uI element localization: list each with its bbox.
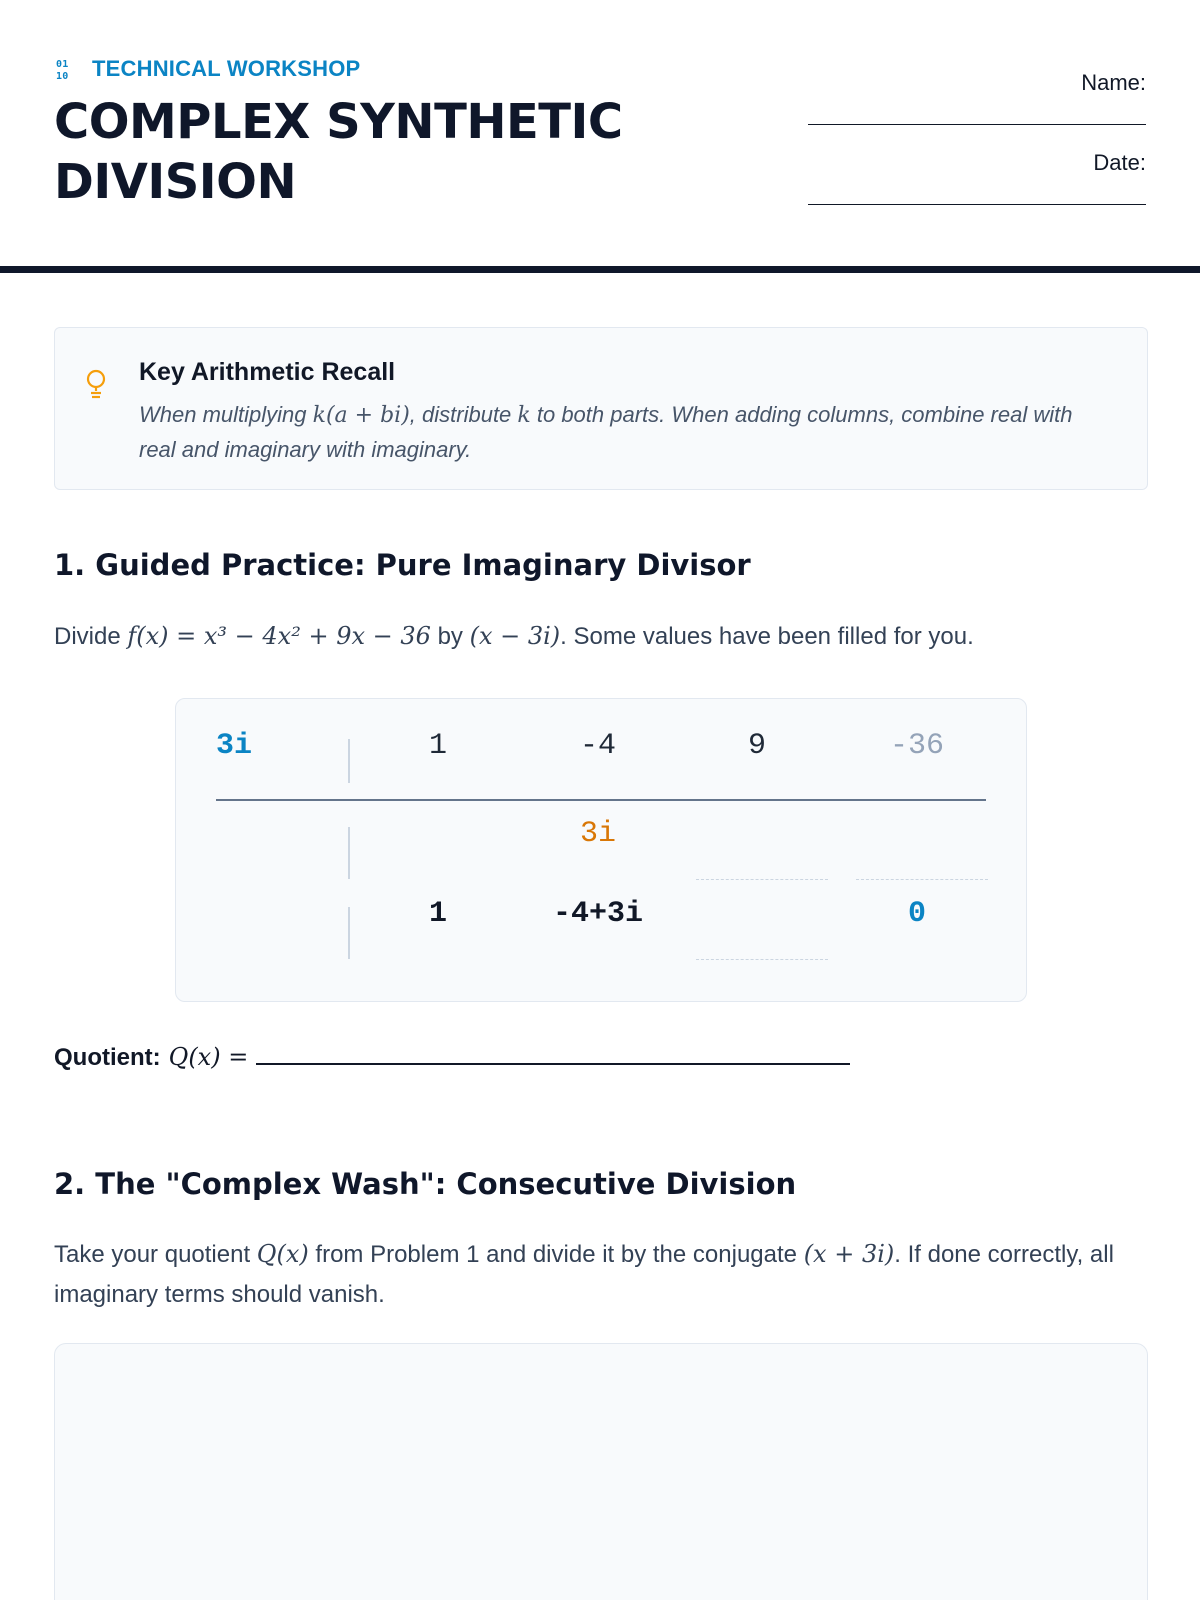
name-field[interactable] bbox=[808, 66, 1146, 146]
synthetic-division-table bbox=[175, 698, 1027, 1002]
svg-text:10: 10 bbox=[56, 71, 69, 82]
sd-product-4-blank[interactable] bbox=[856, 879, 988, 880]
problem-1-heading: 1. Guided Practice: Pure Imaginary Divisor bbox=[54, 548, 751, 582]
p2-text-2: from Problem 1 and divide it by the conjugate bbox=[308, 1241, 804, 1268]
p1-text-3: . Some values have been filled for you. bbox=[560, 623, 974, 650]
sd-coef-4: -36 bbox=[889, 729, 944, 763]
student-fields bbox=[808, 66, 1146, 226]
workshop-label: TECHNICAL WORKSHOP bbox=[92, 56, 361, 81]
p2-math-conjugate: (x + 3i) bbox=[803, 1240, 895, 1268]
quotient-answer-line[interactable] bbox=[256, 1063, 850, 1065]
sd-divider-row2 bbox=[348, 827, 350, 879]
sd-coef-1: 1 bbox=[428, 729, 447, 763]
sd-result-2: -4+3i bbox=[552, 897, 643, 931]
sd-coef-2: -4 bbox=[579, 729, 616, 763]
problem-2-heading: 2. The "Complex Wash": Consecutive Division bbox=[54, 1167, 797, 1201]
recall-title: Key Arithmetic Recall bbox=[139, 358, 396, 386]
recall-text-1: When multiplying bbox=[139, 402, 313, 427]
sd-top-rule bbox=[216, 799, 986, 801]
sd-product-3-blank[interactable] bbox=[696, 879, 828, 880]
name-label: Name: bbox=[1081, 70, 1146, 95]
name-line[interactable] bbox=[808, 124, 1146, 125]
recall-math-2: k bbox=[517, 403, 531, 428]
problem-2-prompt bbox=[54, 1234, 1146, 1315]
worksheet-header bbox=[54, 0, 1146, 266]
sd-divisor: 3i bbox=[216, 729, 253, 763]
p2-text-1: Take your quotient bbox=[54, 1241, 257, 1268]
p1-math-f: f(x) = x³ − 4x² + 9x − 36 bbox=[127, 622, 431, 650]
p2-math-q: Q(x) bbox=[256, 1240, 309, 1268]
recall-text-3: to both parts. When adding columns, combine real with real and imaginary with imaginary. bbox=[139, 402, 1073, 462]
binary-icon bbox=[54, 56, 80, 82]
key-recall-callout bbox=[54, 327, 1148, 490]
date-field[interactable] bbox=[808, 146, 1146, 226]
problem-1-prompt bbox=[54, 616, 1146, 657]
sd-product-2: 3i bbox=[579, 817, 616, 851]
p2-text-3: . If done correctly, all imaginary terms should vanish. bbox=[54, 1241, 1114, 1308]
p1-text-1: Divide bbox=[54, 623, 128, 650]
work-area[interactable] bbox=[54, 1343, 1148, 1600]
title-line-1: COMPLEX SYNTHETIC bbox=[54, 94, 623, 150]
date-line[interactable] bbox=[808, 204, 1146, 205]
p1-math-divisor: (x − 3i) bbox=[469, 622, 561, 650]
lightbulb-icon bbox=[85, 368, 107, 400]
quotient-answer bbox=[54, 1043, 850, 1072]
quotient-math: Q(x) = bbox=[168, 1043, 249, 1071]
recall-body bbox=[139, 398, 1107, 467]
title-line-2: DIVISION bbox=[54, 154, 297, 210]
svg-text:01: 01 bbox=[56, 59, 69, 70]
workshop-kicker bbox=[54, 56, 360, 82]
p1-text-2: by bbox=[430, 623, 470, 650]
recall-text-2: , distribute bbox=[409, 402, 518, 427]
sd-result-1: 1 bbox=[428, 897, 447, 931]
header-divider bbox=[0, 266, 1200, 273]
date-label: Date: bbox=[1093, 150, 1146, 175]
sd-result-3-blank[interactable] bbox=[696, 959, 828, 960]
sd-coef-3: 9 bbox=[747, 729, 766, 763]
recall-math-1: k(a + bi) bbox=[312, 403, 410, 428]
page-title bbox=[54, 92, 623, 212]
sd-remainder: 0 bbox=[907, 897, 926, 931]
sd-divider-row3 bbox=[348, 907, 350, 959]
quotient-label: Quotient: bbox=[54, 1044, 161, 1071]
sd-divider-row1 bbox=[348, 739, 350, 783]
